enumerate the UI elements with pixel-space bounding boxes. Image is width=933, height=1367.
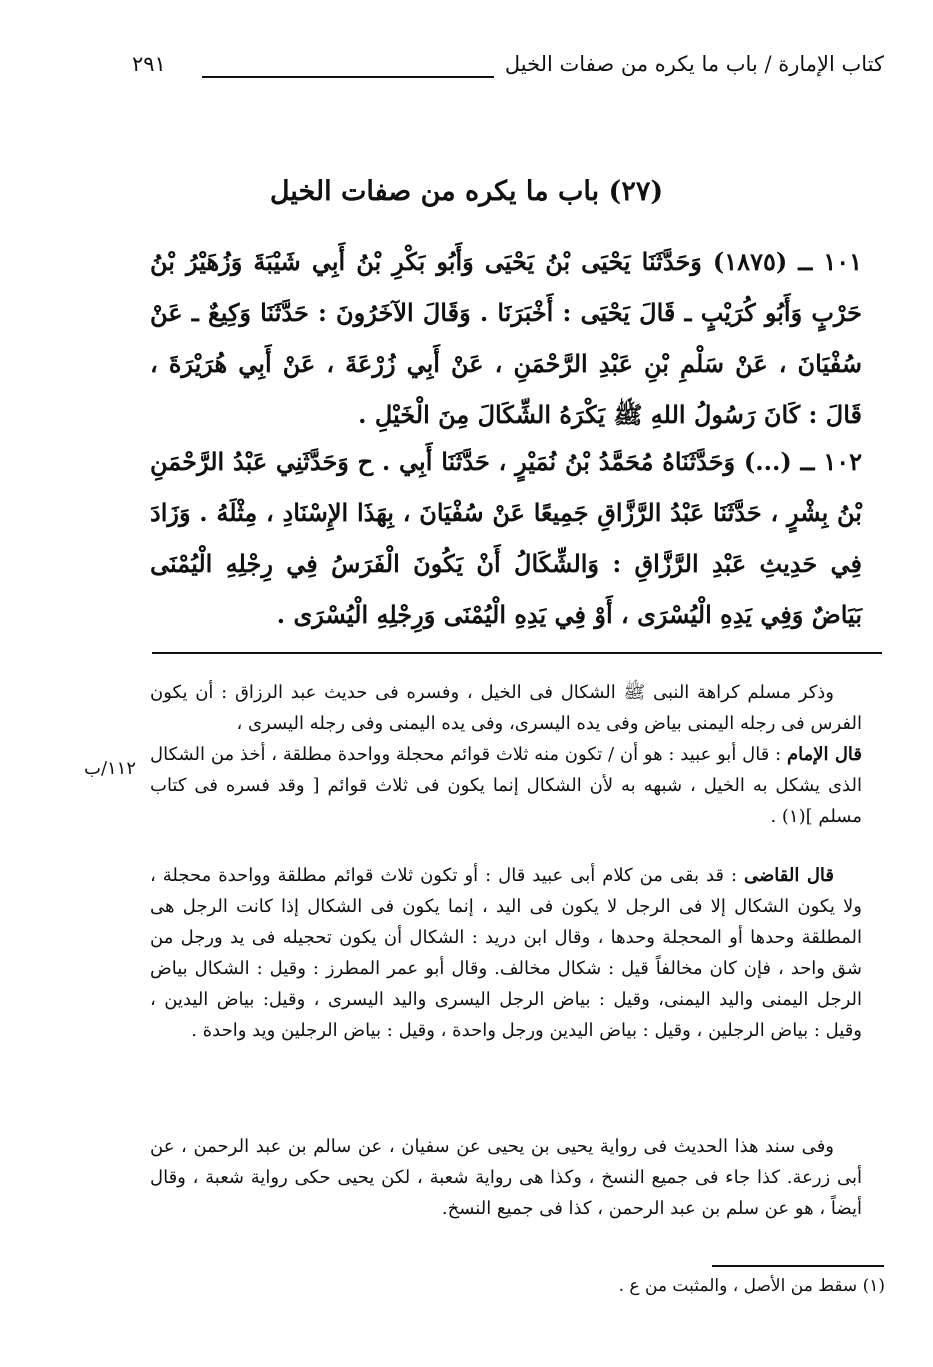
footnote: (١) سقط من الأصل ، والمثبت من ع . <box>618 1276 885 1296</box>
chapter-title: (٢٧) باب ما يكره من صفات الخيل <box>269 176 664 207</box>
hadith-102: ١٠٢ ــ (...) وَحَدَّثَنَاهُ مُحَمَّدُ بْنُ نُمَيْرٍ ، حَدَّثَنَا أَبِي . ح وَحَدَّثَنِي عَبْدُ الرَّحْمَنِ بْنُ بِشْرٍ ، حَدَّثَنَا عَبْدُ الرَّزَّاقِ جَمِيعًا عَنْ سُفْيَانَ ، بِهَذَا الإِسْنَادِ ، مِثْلَهُ . وَزَادَ فِي حَدِيثِ عَبْدِ الرَّزَّاقِ : وَالشِّكَالُ أَنْ يَكُونَ الْفَرَسُ فِي رِجْلِهِ الْيُمْنَى بَيَاضٌ وَفِي يَدِهِ الْيُسْرَى ، أَوْ فِي يَدِهِ الْيُمْنَى وَرِجْلِهِ الْيُسْرَى . <box>150 447 862 629</box>
qadi-label: قال القاضى <box>743 865 834 886</box>
commentary-block-2 <box>150 860 862 1046</box>
running-title: كتاب الإمارة / باب ما يكره من صفات الخيل <box>504 52 884 76</box>
header-rule <box>202 76 494 78</box>
commentary-paragraph-4: وفى سند هذا الحديث فى رواية يحيى بن يحيى عن سفيان ، عن سالم بن عبد الرحمن ، عن أبى زرعة. كذا جاء فى جميع النسخ ، وكذا هى رواية شعبة ، لكن يحيى حكى رواية شعبة ، وقال أيضاً ، هو عن سلم بن عبد الرحمن ، كذا فى جميع النسخ. <box>150 1136 862 1219</box>
commentary-block-1 <box>150 677 862 832</box>
commentary-paragraph-2: : قال أبو عبيد : هو أن / تكون منه ثلاث قوائم محجلة وواحدة مطلقة ، أخذ من الشكال الذى يشكل به الخيل ، شبهه به لأن الشكال إنما يكون فى ثلاث قوائم [ وقد فسره فى كتاب مسلم ](١) . <box>150 744 862 827</box>
hadith-101: ١٠١ ــ (١٨٧٥) وَحَدَّثَنَا يَحْيَى بْنُ يَحْيَى وَأَبُو بَكْرِ بْنُ أَبِي شَيْبَةَ وَزُهَيْرُ بْنُ حَرْبٍ وَأَبُو كُرَيْبٍ ـ قَالَ يَحْيَى : أَخْبَرَنَا . وَقَالَ الآخَرُونَ : حَدَّثَنَا وَكِيعٌ ـ عَنْ سُفْيَانَ ، عَنْ سَلْمِ بْنِ عَبْدِ الرَّحْمَنِ ، عَنْ أَبِي زُرْعَةَ ، عَنْ أَبِي هُرَيْرَةَ ، قَالَ : كَانَ رَسُولُ اللهِ ﷺ يَكْرَهُ الشِّكَالَ مِنَ الْخَيْلِ . <box>150 247 862 429</box>
marginal-folio-note: ١١٢/ب <box>84 758 137 779</box>
commentary-paragraph-3: : قد بقى من كلام أبى عبيد قال : أو تكون ثلاث قوائم مطلقة وواحدة محجلة ، ولا يكون الشكال إلا فى الرجل لا يكون فى اليد ، إنما يكون فى الشكال إذا كانت الرجل هى المطلقة وحدها أو المحجلة وحدها ، وقال ابن دريد : الشكال أن يكون تحجيله فى يد ورجل من شق واحد ، فإن كان مخالفاً قيل : شكال مخالف. وقال أبو عمر المطرز : وقيل : الشكال بياض الرجل اليمنى واليد اليمنى، وقيل : بياض الرجل اليسرى واليد اليسرى ، وقيل: بياض اليدين ، وقيل : بياض الرجلين ، وقيل : بياض اليدين ورجل واحدة ، وقيل : بياض الرجلين ويد واحدة . <box>150 865 862 1041</box>
page-number: ٢٩١ <box>132 52 166 76</box>
imam-label: قال الإمام <box>786 744 862 765</box>
footnote-rule <box>712 1265 884 1267</box>
commentary-block-3 <box>150 1131 862 1224</box>
commentary-paragraph-1: وذكر مسلم كراهة النبى ﷺ الشكال فى الخيل ، وفسره فى حديث عبد الرزاق : أن يكون الفرس فى رجله اليمنى بياض وفى يده اليسرى، وفى يده اليمنى وفى رجله اليسرى ، <box>150 682 862 734</box>
commentary-divider <box>152 652 882 654</box>
page-header <box>132 52 884 94</box>
